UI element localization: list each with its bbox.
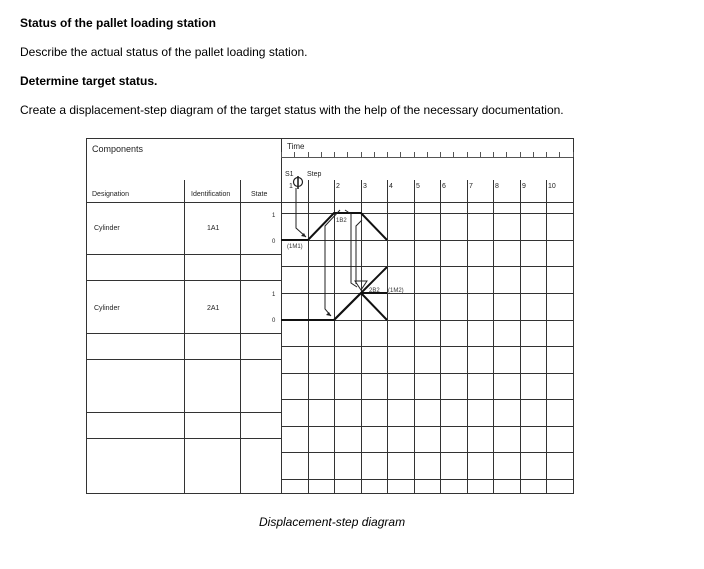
row2-state-low: 0 <box>272 318 276 324</box>
identification-header: Identification <box>191 191 231 198</box>
signal-1b2: 1B2 <box>336 218 347 224</box>
step-number: 5 <box>416 183 420 190</box>
designation-header: Designation <box>92 191 129 198</box>
state-header: State <box>251 191 268 198</box>
step-label: Step <box>307 171 322 178</box>
page-heading: Status of the pallet loading station <box>20 16 217 30</box>
row1-state-low: 0 <box>272 239 276 245</box>
time-ruler <box>281 152 574 158</box>
row1-designation: Cylinder <box>94 225 120 232</box>
signal-1m2: (1M2) <box>388 288 404 294</box>
signal-2b2: 2B2 <box>369 288 380 294</box>
row2-identification: 2A1 <box>207 305 220 312</box>
step-number: 8 <box>495 183 499 190</box>
switch-label: S1 <box>285 171 294 178</box>
step-number: 2 <box>336 183 340 190</box>
step-number: 9 <box>522 183 526 190</box>
components-header: Components <box>92 144 144 154</box>
step-number: 1 <box>289 183 293 190</box>
step-number: 3 <box>363 183 367 190</box>
step-numbers <box>289 183 556 190</box>
cylinder-2a1-cross-right <box>361 293 387 320</box>
row2-state-high: 1 <box>272 292 276 298</box>
instruction-describe: Describe the actual status of the pallet loading station. <box>20 45 308 59</box>
row2-designation: Cylinder <box>94 305 120 312</box>
time-label: Time <box>287 142 305 151</box>
diagram-caption: Displacement-step diagram <box>259 515 406 529</box>
signal-lines <box>296 188 362 316</box>
step-number: 10 <box>548 183 556 190</box>
row1-state-high: 1 <box>272 213 276 219</box>
instruction-create: Create a displacement-step diagram of the target status with the help of the necessary documentation. <box>20 103 564 117</box>
step-number: 4 <box>389 183 393 190</box>
signal-1m1: (1M1) <box>287 244 303 250</box>
step-number: 6 <box>442 183 446 190</box>
signal-arrowheads <box>301 233 331 316</box>
row1-identification: 1A1 <box>207 225 220 232</box>
step-number: 7 <box>469 183 473 190</box>
start-switch-icon <box>294 176 303 189</box>
instruction-determine: Determine target status. <box>20 74 158 88</box>
